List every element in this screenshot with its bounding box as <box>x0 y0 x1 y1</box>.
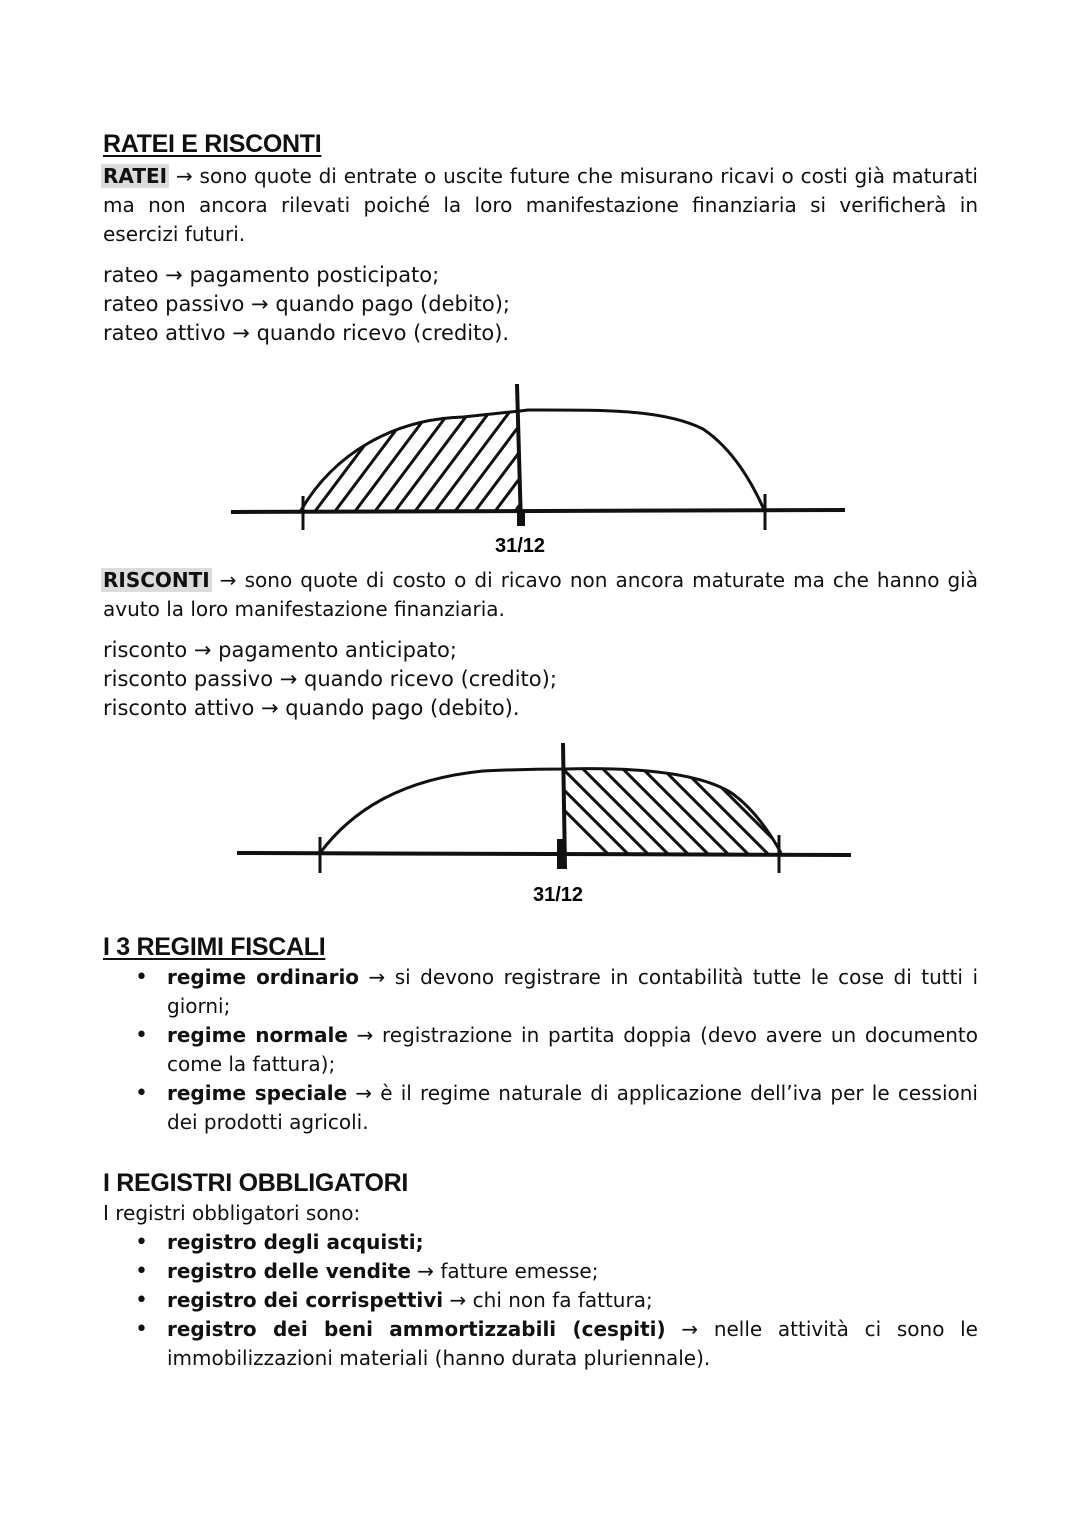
list-item <box>103 1257 978 1286</box>
regime-desc: → è il regime naturale di applicazione dell’iva per le cessioni dei prodotti agricoli. <box>167 1081 978 1134</box>
ratei-line: rateo → pagamento posticipato; <box>103 263 440 287</box>
ratei-line: rateo attivo → quando ricevo (credito). <box>103 321 510 345</box>
ratei-axis <box>231 510 845 512</box>
registro-desc: → fatture emesse; <box>410 1259 599 1283</box>
registro-desc: → nelle attività ci sono le immobilizzazioni materiali (hanno durata pluriennale). <box>167 1317 978 1370</box>
list-item <box>103 1021 978 1079</box>
risconti-diagram <box>103 729 978 919</box>
list-item <box>103 1315 978 1373</box>
regime-term: regime normale <box>167 1023 348 1047</box>
registro-term: registro dei beni ammortizzabili (cespiti) <box>167 1317 666 1341</box>
section-title-registri: I REGISTRI OBBLIGATORI <box>103 1169 408 1197</box>
ratei-line: rateo passivo → quando pago (debito); <box>103 292 510 316</box>
list-item <box>103 1079 978 1137</box>
registri-list <box>103 1228 978 1373</box>
ratei-shaded-area <box>243 394 603 554</box>
risconti-curve <box>320 769 781 853</box>
regimi-list <box>103 963 978 1137</box>
list-item <box>103 1286 978 1315</box>
risconti-year-end-block <box>557 839 565 869</box>
ratei-definition <box>103 162 978 249</box>
ratei-year-end-block <box>517 512 525 526</box>
risconti-tag: RISCONTI <box>103 568 210 592</box>
registri-intro: I registri obbligatori sono: <box>103 1201 361 1225</box>
risconti-definition-text: → sono quote di costo o di ricavo non ancora maturate ma che hanno già avuto la loro manifestazione finanziaria. <box>103 568 978 621</box>
ratei-diagram-label: 31/12 <box>495 535 546 557</box>
registro-term: registro delle vendite <box>167 1259 411 1283</box>
document-page <box>103 128 978 1373</box>
registro-term: registro dei corrispettivi <box>167 1288 444 1312</box>
risconti-line: risconto attivo → quando pago (debito). <box>103 696 520 720</box>
section-title-regimi: I 3 REGIMI FISCALI <box>103 933 326 961</box>
risconti-diagram-label: 31/12 <box>533 884 584 906</box>
ratei-year-end-marker <box>517 384 521 526</box>
risconti-list <box>103 636 978 723</box>
risconti-definition <box>103 566 978 624</box>
risconti-line: risconto → pagamento anticipato; <box>103 638 457 662</box>
regime-desc: → registrazione in partita doppia (devo avere un documento come la fattura); <box>167 1023 978 1076</box>
regime-desc: → si devono registrare in contabilità tutte le cose di tutti i giorni; <box>167 965 978 1018</box>
risconti-axis <box>237 853 851 855</box>
list-item <box>103 963 978 1021</box>
ratei-diagram <box>103 354 978 557</box>
ratei-definition-text: → sono quote di entrate o uscite future che misurano ricavi o costi già maturati ma non ancora rilevati poiché la loro manifestazione finanziaria si verificherà in esercizi futuri. <box>103 164 978 246</box>
section-title-ratei-risconti: RATEI E RISCONTI <box>103 130 322 158</box>
regime-term: regime ordinario <box>167 965 360 989</box>
risconti-line: risconto passivo → quando ricevo (credito); <box>103 667 557 691</box>
regime-term: regime speciale <box>167 1081 348 1105</box>
ratei-tag: RATEI <box>103 164 168 188</box>
ratei-list <box>103 261 978 348</box>
registro-term: registro degli acquisti; <box>167 1230 424 1254</box>
risconti-shaded-area <box>503 749 843 869</box>
list-item <box>103 1228 978 1257</box>
registro-desc: → chi non fa fattura; <box>443 1288 653 1312</box>
ratei-curve <box>300 410 765 512</box>
